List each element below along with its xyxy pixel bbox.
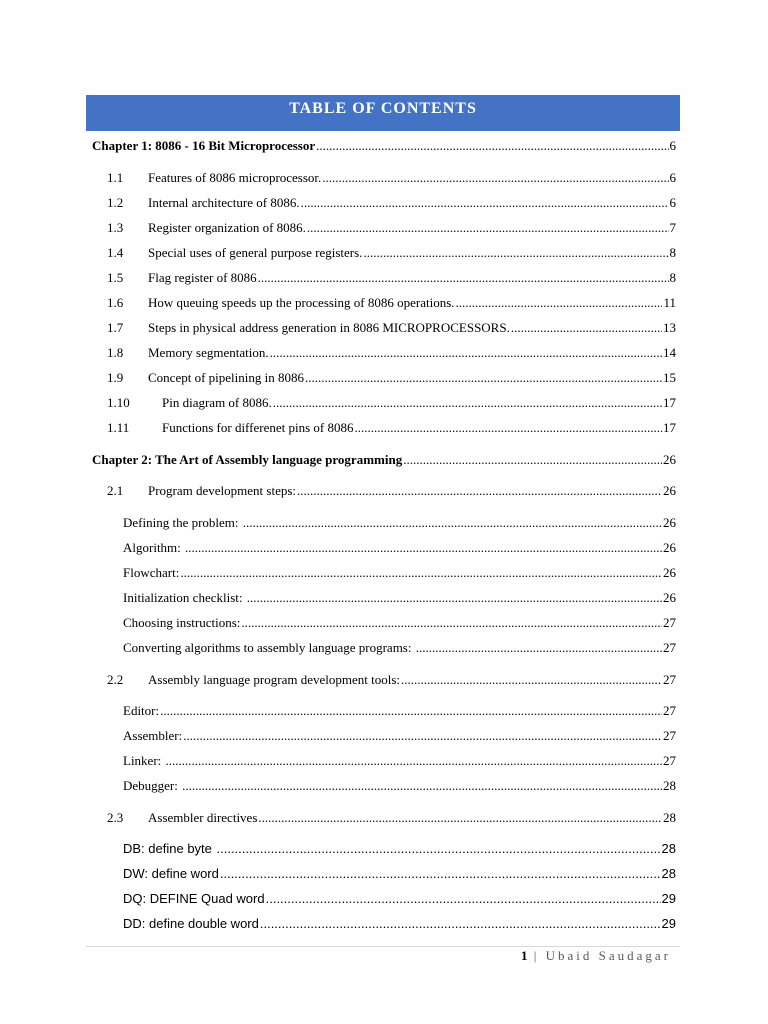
toc-leader-dots xyxy=(301,195,669,211)
toc-entry-title: DD: define double word xyxy=(123,916,259,931)
toc-entry[interactable] xyxy=(123,540,676,556)
toc-entry-page: 6 xyxy=(669,170,676,185)
footer-separator: | xyxy=(533,948,540,963)
toc-leader-dots xyxy=(401,672,662,688)
toc-entry-title: Algorithm: xyxy=(123,540,185,555)
toc-entry[interactable] xyxy=(107,245,676,261)
toc-leader-dots xyxy=(258,270,669,286)
toc-leader-dots xyxy=(243,515,662,531)
toc-entry-page: 29 xyxy=(661,891,676,906)
toc-entry-number: 1.11 xyxy=(107,420,130,435)
toc-leader-dots xyxy=(322,170,668,186)
toc-entry-title: Special uses of general purpose registers. xyxy=(148,245,363,260)
toc-entry[interactable] xyxy=(107,345,676,361)
toc-leader-dots xyxy=(247,590,662,606)
toc-entry-title: Chapter 1: 8086 - 16 Bit Microprocessor xyxy=(92,138,316,153)
toc-leader-dots xyxy=(182,778,662,794)
toc-leader-dots xyxy=(316,138,668,154)
toc-entry-page: 26 xyxy=(663,540,676,555)
toc-entry[interactable] xyxy=(123,565,676,581)
toc-leader-dots xyxy=(270,345,662,361)
toc-entry-page: 14 xyxy=(663,345,676,360)
toc-entry-title: Chapter 2: The Art of Assembly language programming xyxy=(92,452,403,467)
toc-entry-page: 8 xyxy=(669,245,676,260)
toc-entry-page: 17 xyxy=(663,420,676,435)
toc-entry-page: 8 xyxy=(669,270,676,285)
toc-entry-title: Memory segmentation. xyxy=(148,345,269,360)
toc-entry-page: 26 xyxy=(663,483,676,498)
toc-entry[interactable] xyxy=(123,515,676,531)
toc-entry[interactable] xyxy=(123,753,676,769)
toc-entry[interactable] xyxy=(107,395,676,411)
page-footer xyxy=(521,948,671,964)
footer-page-number: 1 xyxy=(521,948,528,963)
toc-leader-dots xyxy=(266,891,661,907)
toc-entry[interactable] xyxy=(107,220,676,236)
toc-entry[interactable] xyxy=(123,728,676,744)
toc-leader-dots xyxy=(217,841,661,857)
toc-entry[interactable] xyxy=(123,841,676,857)
toc-entry-title: Pin diagram of 8086. xyxy=(162,395,272,410)
toc-chapter-entry[interactable] xyxy=(92,138,676,154)
toc-entry-number: 1.7 xyxy=(107,320,124,335)
toc-entry[interactable] xyxy=(123,778,676,794)
toc-entry-number: 1.8 xyxy=(107,345,124,360)
toc-entry-page: 28 xyxy=(663,810,676,825)
toc-entry-page: 7 xyxy=(669,220,676,235)
toc-entry-number: 1.6 xyxy=(107,295,124,310)
toc-entry-page: 26 xyxy=(663,452,676,467)
toc-entry[interactable] xyxy=(107,810,676,826)
toc-entry[interactable] xyxy=(123,615,676,631)
toc-heading: TABLE OF CONTENTS xyxy=(86,95,680,131)
toc-entry-title: Assembly language program development tools: xyxy=(148,672,401,687)
toc-entry-number: 1.9 xyxy=(107,370,124,385)
toc-entry-page: 26 xyxy=(663,565,676,580)
toc-entry-number: 1.1 xyxy=(107,170,124,185)
toc-leader-dots xyxy=(258,810,662,826)
toc-leader-dots xyxy=(183,728,662,744)
toc-leader-dots xyxy=(185,540,662,556)
toc-entry-title: Choosing instructions: xyxy=(123,615,241,630)
toc-entry-page: 27 xyxy=(663,615,676,630)
toc-entry-number: 1.10 xyxy=(107,395,130,410)
toc-leader-dots xyxy=(220,866,661,882)
toc-entry-title: Steps in physical address generation in 8086 MICROPROCESSORS. xyxy=(148,320,510,335)
footer-author: Ubaid Saudagar xyxy=(545,948,671,963)
toc-entry-title: Features of 8086 microprocessor. xyxy=(148,170,322,185)
toc-entry[interactable] xyxy=(107,270,676,286)
toc-leader-dots xyxy=(456,295,663,311)
toc-entry[interactable] xyxy=(123,703,676,719)
toc-leader-dots xyxy=(307,220,669,236)
toc-leader-dots xyxy=(511,320,662,336)
toc-entry-page: 26 xyxy=(663,590,676,605)
toc-entry-page: 27 xyxy=(663,753,676,768)
toc-leader-dots xyxy=(180,565,662,581)
toc-entry-page: 28 xyxy=(663,778,676,793)
toc-entry-title: Linker: xyxy=(123,753,165,768)
toc-entry[interactable] xyxy=(107,370,676,386)
toc-entry-title: How queuing speeds up the processing of 8086 operations. xyxy=(148,295,455,310)
toc-entry-title: Internal architecture of 8086. xyxy=(148,195,300,210)
footer-divider xyxy=(86,946,680,947)
toc-entry-page: 27 xyxy=(663,728,676,743)
toc-entry-title: Functions for differenet pins of 8086 xyxy=(162,420,354,435)
toc-entry-number: 1.5 xyxy=(107,270,124,285)
toc-entry-title: Concept of pipelining in 8086 xyxy=(148,370,304,385)
toc-entry-title: Defining the problem: xyxy=(123,515,242,530)
toc-entry[interactable] xyxy=(107,320,676,336)
toc-entry[interactable] xyxy=(123,891,676,907)
toc-entry[interactable] xyxy=(107,672,676,688)
toc-chapter-entry[interactable] xyxy=(92,452,676,468)
toc-entry-title: Initialization checklist: xyxy=(123,590,246,605)
toc-entry-title: Assembler directives xyxy=(148,810,258,825)
toc-entry-page: 6 xyxy=(669,138,676,153)
toc-entry[interactable] xyxy=(107,483,676,499)
toc-leader-dots xyxy=(241,615,662,631)
toc-entry-title: Register organization of 8086. xyxy=(148,220,306,235)
toc-entry-title: DW: define word xyxy=(123,866,219,881)
toc-entry-number: 2.3 xyxy=(107,810,124,825)
toc-leader-dots xyxy=(297,483,662,499)
toc-entry-title: Assembler: xyxy=(123,728,183,743)
toc-entry[interactable] xyxy=(107,295,676,311)
toc-entry-page: 17 xyxy=(663,395,676,410)
toc-entry[interactable] xyxy=(123,590,676,606)
toc-leader-dots xyxy=(363,245,668,261)
toc-leader-dots xyxy=(273,395,662,411)
toc-entry-title: Editor: xyxy=(123,703,160,718)
toc-leader-dots xyxy=(305,370,662,386)
toc-entry[interactable] xyxy=(123,916,676,932)
toc-leader-dots xyxy=(160,703,662,719)
toc-entry-title: DQ: DEFINE Quad word xyxy=(123,891,265,906)
toc-entry-number: 2.2 xyxy=(107,672,124,687)
toc-leader-dots xyxy=(354,420,662,436)
toc-entry[interactable] xyxy=(107,195,676,211)
toc-entry-page: 6 xyxy=(669,195,676,210)
toc-entry-page: 28 xyxy=(661,866,676,881)
toc-entry-page: 27 xyxy=(663,672,676,687)
toc-entry-number: 1.2 xyxy=(107,195,124,210)
toc-entry-page: 15 xyxy=(663,370,676,385)
toc-leader-dots xyxy=(403,452,662,468)
toc-entry-page: 13 xyxy=(663,320,676,335)
toc-entry-number: 1.4 xyxy=(107,245,124,260)
toc-entry-page: 26 xyxy=(663,515,676,530)
toc-entry-page: 29 xyxy=(661,916,676,931)
toc-entry-page: 28 xyxy=(661,841,676,856)
toc-entry-page: 27 xyxy=(663,703,676,718)
toc-leader-dots xyxy=(260,916,661,932)
toc-entry-title: Flowchart: xyxy=(123,565,180,580)
toc-entry-title: Debugger: xyxy=(123,778,182,793)
toc-leader-dots xyxy=(416,640,662,656)
toc-entry-page: 11 xyxy=(663,295,676,310)
toc-entry-title: DB: define byte xyxy=(123,841,216,856)
toc-entry-page: 27 xyxy=(663,640,676,655)
toc-entry[interactable] xyxy=(123,640,676,656)
toc-entry[interactable] xyxy=(123,866,676,882)
toc-entry[interactable] xyxy=(107,420,676,436)
toc-entry-title: Flag register of 8086 xyxy=(148,270,257,285)
toc-entry-title: Converting algorithms to assembly language programs: xyxy=(123,640,415,655)
toc-leader-dots xyxy=(166,753,662,769)
toc-entry[interactable] xyxy=(107,170,676,186)
toc-entry-number: 2.1 xyxy=(107,483,124,498)
toc-entry-title: Program development steps: xyxy=(148,483,297,498)
toc-entry-number: 1.3 xyxy=(107,220,124,235)
